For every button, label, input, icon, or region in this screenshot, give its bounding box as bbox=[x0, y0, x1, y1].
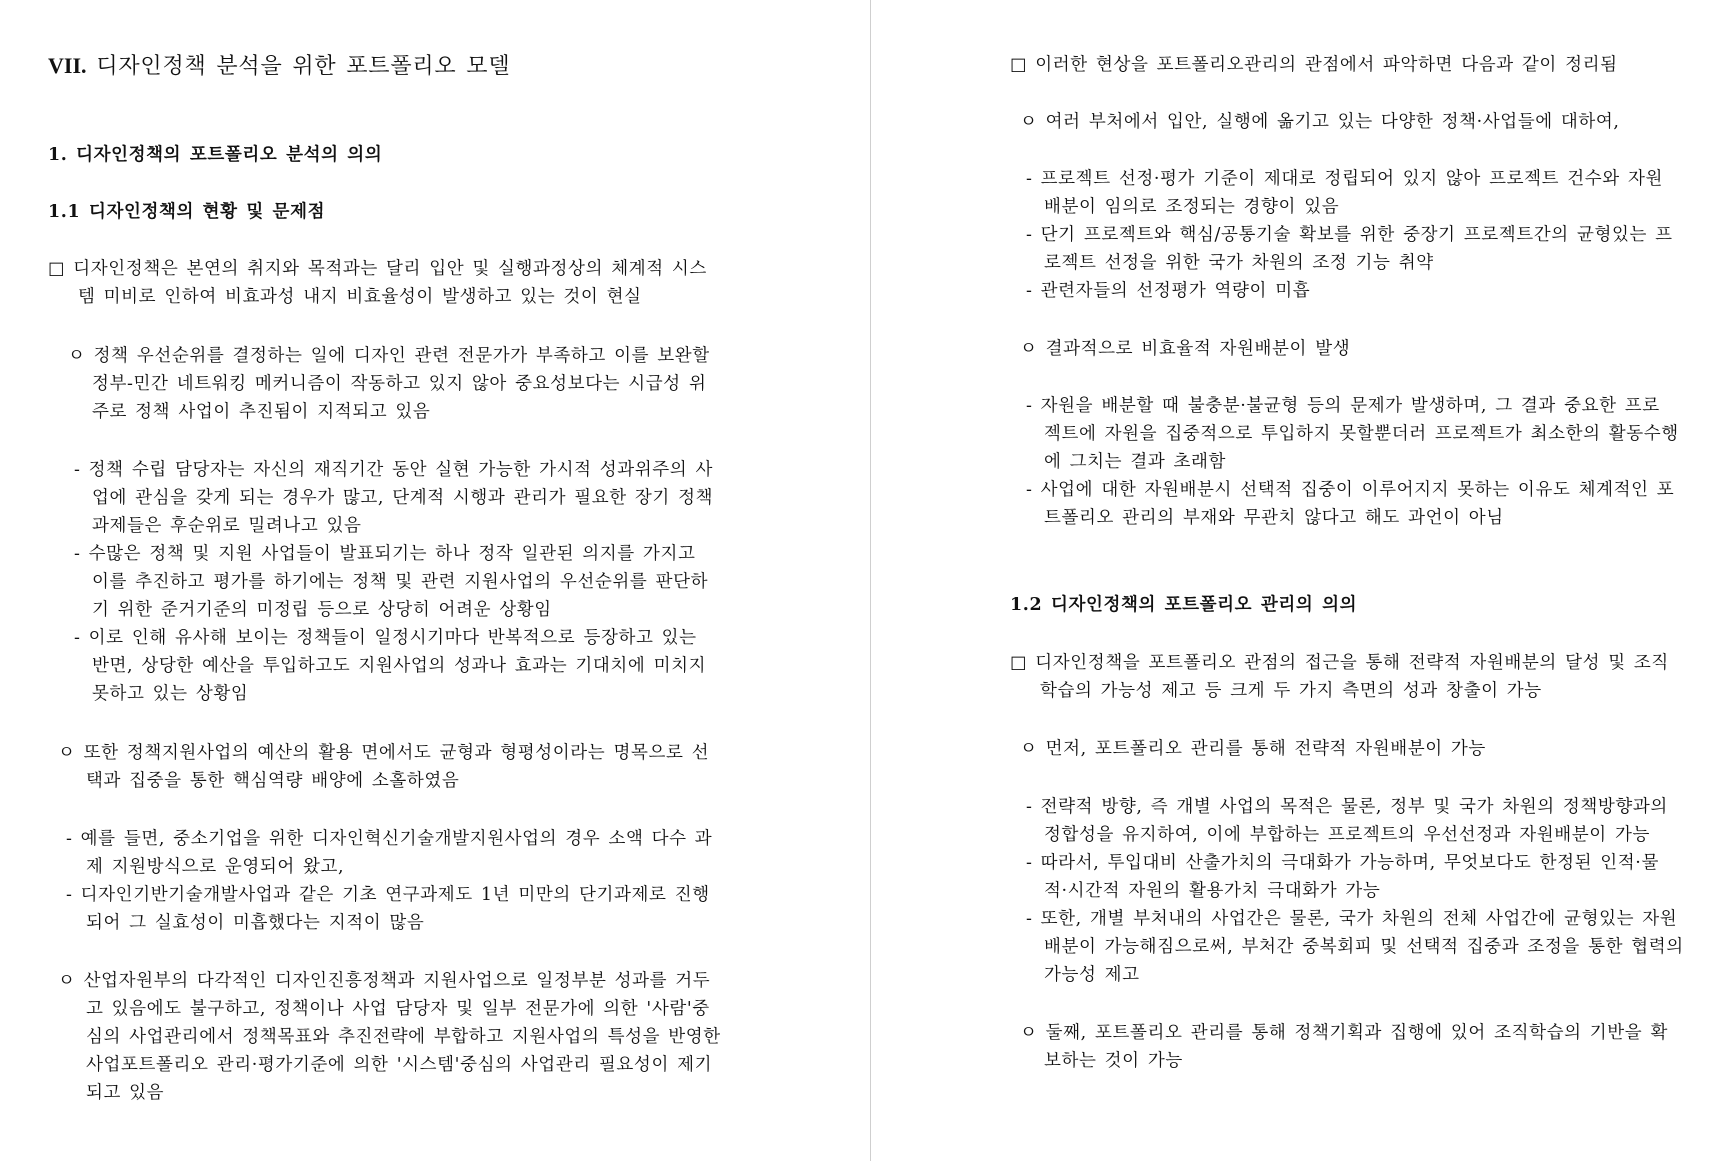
page-divider bbox=[870, 0, 880, 1161]
paragraph-line: 템 미비로 인하여 비효과성 내지 비효율성이 발생하고 있는 것이 현실 bbox=[78, 287, 642, 307]
paragraph-line: - 이로 인해 유사해 보이는 정책들이 일정시기마다 반복적으로 등장하고 있는 bbox=[74, 628, 697, 648]
paragraph-line: 되어 그 실효성이 미흡했다는 지적이 많음 bbox=[86, 913, 425, 933]
paragraph-line: - 정책 수립 담당자는 자신의 재직기간 동안 실현 가능한 가시적 성과위주의 사 bbox=[74, 460, 713, 480]
paragraph-line: - 사업에 대한 자원배분시 선택적 집중이 이루어지지 못하는 이유도 체계적인 포 bbox=[1026, 480, 1675, 500]
section-1-1-heading: 1.1 디자인정책의 현황 및 문제점 bbox=[48, 202, 326, 222]
paragraph-line: 로젝트 선정을 위한 국가 차원의 조정 기능 취약 bbox=[1044, 253, 1434, 273]
paragraph-line: - 관련자들의 선정평가 역량이 미흡 bbox=[1026, 281, 1311, 301]
chapter-numeral: VII. bbox=[48, 53, 87, 78]
paragraph-line: 보하는 것이 가능 bbox=[1044, 1051, 1183, 1071]
paragraph-line: ㅇ 산업자원부의 다각적인 디자인진흥정책과 지원사업으로 일정부분 성과를 거두 bbox=[58, 971, 711, 991]
paragraph-line: 반면, 상당한 예산을 투입하고도 지원사업의 성과나 효과는 기대치에 미치지 bbox=[92, 656, 707, 676]
paragraph-line: - 예를 들면, 중소기업을 위한 디자인혁신기술개발지원사업의 경우 소액 다수 과 bbox=[66, 829, 713, 849]
paragraph-line: 이를 추진하고 평가를 하기에는 정책 및 관련 지원사업의 우선순위를 판단하 bbox=[92, 572, 709, 592]
paragraph-line: □ 디자인정책은 본연의 취지와 목적과는 달리 입안 및 실행과정상의 체계적 시스 bbox=[48, 259, 707, 279]
paragraph-line: ㅇ 여러 부처에서 입안, 실행에 옮기고 있는 다양한 정책·사업들에 대하여, bbox=[1020, 112, 1620, 132]
paragraph-line: 제 지원방식으로 운영되어 왔고, bbox=[86, 857, 345, 877]
paragraph-line: - 프로젝트 선정·평가 기준이 제대로 정립되어 있지 않아 프로젝트 건수와 자원 bbox=[1026, 169, 1663, 189]
paragraph-line: □ 디자인정책을 포트폴리오 관점의 접근을 통해 전략적 자원배분의 달성 및 조직 bbox=[1010, 653, 1669, 673]
paragraph-line: 심의 사업관리에서 정책목표와 추진전략에 부합하고 지원사업의 특성을 반영한 bbox=[86, 1027, 721, 1047]
chapter-title bbox=[48, 52, 510, 81]
paragraph-line: ㅇ 먼저, 포트폴리오 관리를 통해 전략적 자원배분이 가능 bbox=[1020, 739, 1486, 759]
paragraph-line: 주로 정책 사업이 추진됨이 지적되고 있음 bbox=[92, 402, 431, 422]
paragraph-line: - 따라서, 투입대비 산출가치의 극대화가 가능하며, 무엇보다도 한정된 인적·물 bbox=[1026, 853, 1659, 873]
paragraph-line: 가능성 제고 bbox=[1044, 965, 1140, 985]
paragraph-line: - 단기 프로젝트와 핵심/공통기술 확보를 위한 중장기 프로젝트간의 균형있는 프 bbox=[1026, 225, 1673, 245]
right-page bbox=[880, 0, 1726, 1161]
paragraph-line: ㅇ 또한 정책지원사업의 예산의 활용 면에서도 균형과 형평성이라는 명목으로 선 bbox=[58, 743, 710, 763]
paragraph-line: ㅇ 정책 우선순위를 결정하는 일에 디자인 관련 전문가가 부족하고 이를 보완할 bbox=[68, 346, 710, 366]
paragraph-line: 배분이 가능해짐으로써, 부처간 중복회피 및 선택적 집중과 조정을 통한 협력의 bbox=[1044, 937, 1684, 957]
paragraph-line: 고 있음에도 불구하고, 정책이나 사업 담당자 및 일부 전문가에 의한 '사람'중 bbox=[86, 999, 710, 1019]
paragraph-line: ㅇ 둘째, 포트폴리오 관리를 통해 정책기획과 집행에 있어 조직학습의 기반을 확 bbox=[1020, 1023, 1668, 1043]
paragraph-line: 되고 있음 bbox=[86, 1083, 165, 1103]
paragraph-line: 택과 집중을 통한 핵심역량 배양에 소홀하였음 bbox=[86, 771, 460, 791]
paragraph-line: 못하고 있는 상황임 bbox=[92, 684, 249, 704]
paragraph-line: 정합성을 유지하여, 이에 부합하는 프로젝트의 우선선정과 자원배분이 가능 bbox=[1044, 825, 1650, 845]
paragraph-line: 에 그치는 결과 초래함 bbox=[1044, 452, 1227, 472]
paragraph-line: ㅇ 결과적으로 비효율적 자원배분이 발생 bbox=[1020, 339, 1351, 359]
paragraph-line: 과제들은 후순위로 밀려나고 있음 bbox=[92, 516, 362, 536]
paragraph-line: 기 위한 준거기준의 미정립 등으로 상당히 어려운 상황임 bbox=[92, 600, 552, 620]
paragraph-line: - 수많은 정책 및 지원 사업들이 발표되기는 하나 정작 일관된 의지를 가지고 bbox=[74, 544, 696, 564]
paragraph-line: 정부-민간 네트워킹 메커니즘이 작동하고 있지 않아 중요성보다는 시급성 위 bbox=[92, 374, 707, 394]
paragraph-line: 적·시간적 자원의 활용가치 극대화가 가능 bbox=[1044, 881, 1381, 901]
paragraph-line: 젝트에 자원을 집중적으로 투입하지 못할뿐더러 프로젝트가 최소한의 활동수행 bbox=[1044, 424, 1679, 444]
section-1-2-heading: 1.2 디자인정책의 포트폴리오 관리의 의의 bbox=[1010, 595, 1358, 615]
paragraph-line: 학습의 가능성 제고 등 크게 두 가지 측면의 성과 창출이 가능 bbox=[1040, 681, 1542, 701]
paragraph-line: 사업포트폴리오 관리·평가기준에 의한 '시스템'중심의 사업관리 필요성이 제기 bbox=[86, 1055, 713, 1075]
paragraph-line: - 자원을 배분할 때 불충분·불균형 등의 문제가 발생하며, 그 결과 중요한 프로 bbox=[1026, 396, 1660, 416]
paragraph-line: 트폴리오 관리의 부재와 무관치 않다고 해도 과언이 아님 bbox=[1044, 508, 1504, 528]
paragraph-line: - 디자인기반기술개발사업과 같은 기초 연구과제도 1년 미만의 단기과제로 진행 bbox=[66, 885, 710, 905]
paragraph-line: 배분이 임의로 조정되는 경향이 있음 bbox=[1044, 197, 1340, 217]
paragraph-line: □ 이러한 현상을 포트폴리오관리의 관점에서 파악하면 다음과 같이 정리됨 bbox=[1010, 55, 1618, 75]
chapter-title-text: 디자인정책 분석을 위한 포트폴리오 모델 bbox=[96, 54, 511, 79]
paragraph-line: - 또한, 개별 부처내의 사업간은 물론, 국가 차원의 전체 사업간에 균형있는 자원 bbox=[1026, 909, 1678, 929]
paragraph-line: - 전략적 방향, 즉 개별 사업의 목적은 물론, 정부 및 국가 차원의 정책방향과의 bbox=[1026, 797, 1668, 817]
paragraph-line: 업에 관심을 갖게 되는 경우가 많고, 단계적 시행과 관리가 필요한 장기 정책 bbox=[92, 488, 714, 508]
section-1-heading: 1. 디자인정책의 포트폴리오 분석의 의의 bbox=[48, 145, 383, 165]
